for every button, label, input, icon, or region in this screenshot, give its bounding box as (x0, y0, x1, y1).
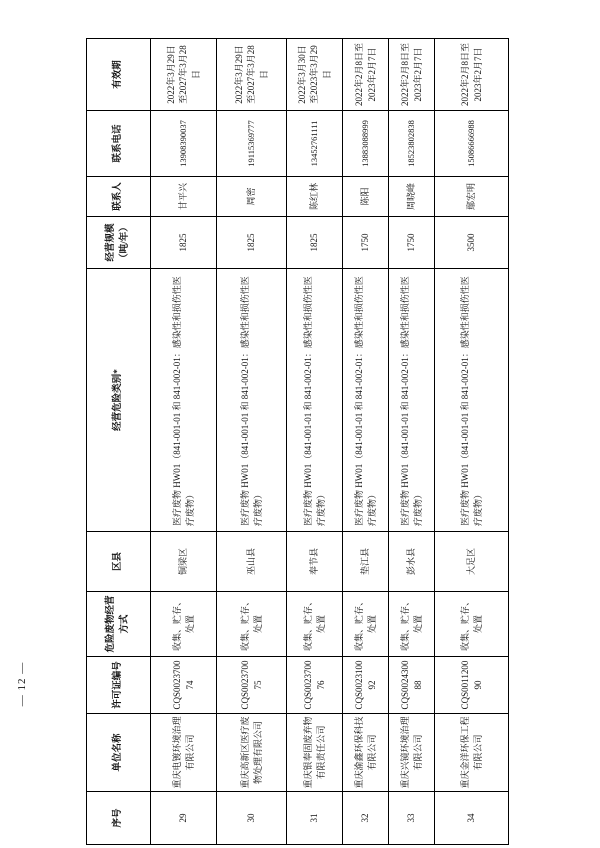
cell-scale: 1750 (389, 217, 435, 269)
cell-no: 32 (343, 792, 389, 845)
header-contact: 联系人 (87, 177, 151, 217)
header-category: 经营危险类别* (87, 269, 151, 532)
cell-validity: 2022年3月29日至2027年3月28日 (151, 39, 217, 111)
cell-no: 31 (287, 792, 343, 845)
cell-no: 29 (151, 792, 217, 845)
cell-district: 垫江县 (343, 532, 389, 592)
cell-license: CQS002310092 (343, 657, 389, 714)
table-row (389, 39, 435, 845)
cell-contact: 周晓峰 (389, 177, 435, 217)
license-table-wrapper (86, 39, 509, 845)
cell-contact: 周密 (217, 177, 287, 217)
cell-validity: 2022年3月29日至2027年3月28日 (217, 39, 287, 111)
cell-contact: 甘平兴 (151, 177, 217, 217)
cell-method: 收集、贮存、处置 (287, 592, 343, 657)
cell-district: 大足区 (435, 532, 509, 592)
cell-validity: 2022年3月30日至2023年3月29日 (287, 39, 343, 111)
cell-category: 医疗废物 HW01（841-001-01 和 841-002-01：感染性和损伤性医疗废物） (343, 269, 389, 532)
cell-contact: 陈阳 (343, 177, 389, 217)
header-no: 序号 (87, 792, 151, 845)
cell-method: 收集、贮存、处置 (151, 592, 217, 657)
cell-category: 医疗废物 HW01（841-001-01 和 841-002-01：感染性和损伤性医疗废物） (151, 269, 217, 532)
cell-district: 巫山县 (217, 532, 287, 592)
page-number: — 12 — (16, 661, 28, 707)
cell-district: 彭水县 (389, 532, 435, 592)
cell-phone: 18523802838 (389, 111, 435, 177)
cell-scale: 1825 (217, 217, 287, 269)
cell-no: 33 (389, 792, 435, 845)
cell-phone: 13883088999 (343, 111, 389, 177)
license-table (86, 38, 509, 845)
table-row (151, 39, 217, 845)
cell-category: 医疗废物 HW01（841-001-01 和 841-002-01：感染性和损伤性医疗废物） (287, 269, 343, 532)
header-phone: 联系电话 (87, 111, 151, 177)
cell-category: 医疗废物 HW01（841-001-01 和 841-002-01：感染性和损伤性医疗废物） (435, 269, 509, 532)
cell-license: CQS001120090 (435, 657, 509, 714)
table-row (343, 39, 389, 845)
cell-method: 收集、贮存、处置 (435, 592, 509, 657)
cell-phone: 13908390037 (151, 111, 217, 177)
cell-license: CQS002370076 (287, 657, 343, 714)
cell-district: 奉节县 (287, 532, 343, 592)
cell-method: 收集、贮存、处置 (217, 592, 287, 657)
cell-validity: 2022年2月8日至2023年2月7日 (389, 39, 435, 111)
cell-scale: 3500 (435, 217, 509, 269)
cell-name: 重庆兴镜环境治理有限公司 (389, 714, 435, 792)
cell-license: CQS002370075 (217, 657, 287, 714)
cell-category: 医疗废物 HW01（841-001-01 和 841-002-01：感染性和损伤性医疗废物） (389, 269, 435, 532)
cell-phone: 19115369777 (217, 111, 287, 177)
cell-no: 34 (435, 792, 509, 845)
header-method: 危险废物经营方式 (87, 592, 151, 657)
cell-scale: 1825 (287, 217, 343, 269)
cell-category: 医疗废物 HW01（841-001-01 和 841-002-01：感染性和损伤性医疗废物） (217, 269, 287, 532)
cell-contact: 鄢宏明 (435, 177, 509, 217)
cell-method: 收集、贮存、处置 (343, 592, 389, 657)
cell-name: 重庆银奉固废弃物有限责任公司 (287, 714, 343, 792)
cell-validity: 2022年2月8日至2023年2月7日 (343, 39, 389, 111)
table-row (217, 39, 287, 845)
cell-district: 铜梁区 (151, 532, 217, 592)
cell-license: CQS002370074 (151, 657, 217, 714)
header-name: 单位名称 (87, 714, 151, 792)
cell-phone: 15086666988 (435, 111, 509, 177)
cell-contact: 陈红林 (287, 177, 343, 217)
cell-scale: 1750 (343, 217, 389, 269)
cell-name: 重庆高新区医疗废物处理有限公司 (217, 714, 287, 792)
table-row (287, 39, 343, 845)
cell-name: 重庆电镀环境治理有限公司 (151, 714, 217, 792)
header-license: 许可证编号 (87, 657, 151, 714)
cell-phone: 13452761111 (287, 111, 343, 177)
header-district: 区县 (87, 532, 151, 592)
cell-name: 重庆渝鑫环保科技有限公司 (343, 714, 389, 792)
cell-no: 30 (217, 792, 287, 845)
cell-method: 收集、贮存、处置 (389, 592, 435, 657)
cell-scale: 1825 (151, 217, 217, 269)
header-validity: 有效期 (87, 39, 151, 111)
cell-name: 重庆金洋环保工程有限公司 (435, 714, 509, 792)
header-scale: 经营规模（吨/年） (87, 217, 151, 269)
cell-validity: 2022年2月8日至2023年2月7日 (435, 39, 509, 111)
header-row (87, 39, 151, 845)
cell-license: CQS002430088 (389, 657, 435, 714)
table-row (435, 39, 509, 845)
